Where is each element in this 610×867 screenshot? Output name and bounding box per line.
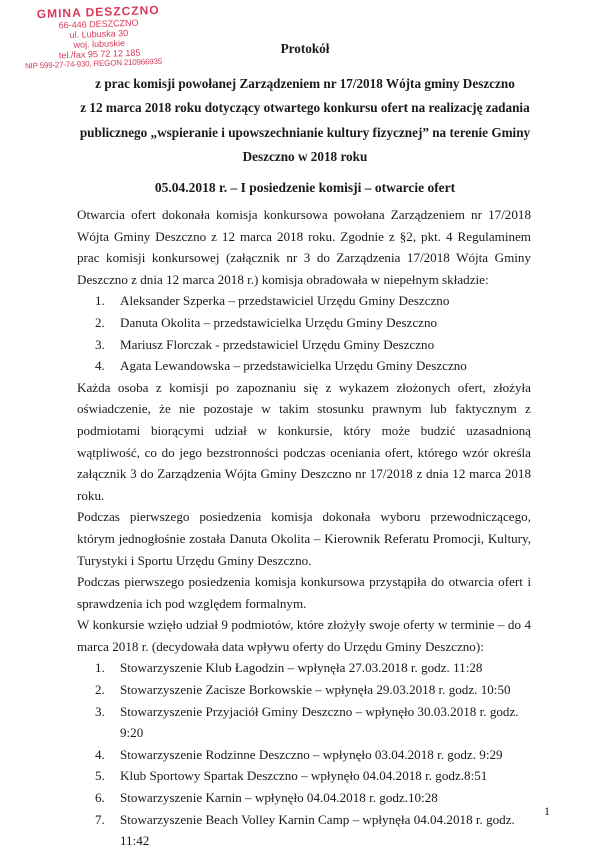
list-number: 6. (95, 790, 105, 806)
list-text: Agata Lewandowska – przedstawicielka Urzędu Gminy Deszczno (120, 358, 467, 374)
list-number: 3. (95, 703, 105, 719)
list-item (77, 290, 531, 312)
list-item (77, 312, 531, 334)
list-text: Mariusz Florczak - przedstawiciel Urzędu Gminy Deszczno (120, 336, 435, 352)
list-text: Stowarzyszenie Zacisze Borkowskie – wpłynęła 29.03.2018 r. godz. 10:50 (120, 682, 511, 698)
list-item (77, 809, 531, 852)
document-title: Protokół (280, 41, 330, 56)
paragraph-chair: Podczas pierwszego posiedzenia komisja dokonała wyboru przewodniczącego, którym jednogłośnie została Danuta Okolita – Kierownik Referatu Promocji, Kultury, Turystyki i Sportu Urzędu Gminy Deszczno. (77, 509, 531, 568)
list-item (77, 765, 531, 787)
list-number: 4. (95, 746, 105, 762)
header-line: z 12 marca 2018 roku dotyczący otwartego konkursu ofert na realizację zadania (80, 100, 530, 116)
members-list (77, 290, 531, 376)
document-header (0, 42, 610, 170)
list-text: Aleksander Szperka – przedstawiciel Urzędu Gminy Deszczno (120, 293, 450, 309)
list-number: 4. (95, 358, 105, 374)
paragraph-committee: Otwarcia ofert dokonała komisja konkursowa powołana Zarządzeniem nr 17/2018 Wójta Gminy Deszczno z 12 marca 2018 roku. Zgodnie z §2, pkt. 4 Regulaminem prac komisji konkursowej (załącznik nr 3 do Zarządzenia 17/2018 Wójta Gminy Deszczno z dnia 12 marca 2018 r.) komisja obradowała w niepełnym składzie: (77, 207, 531, 287)
list-item (77, 355, 531, 377)
offers-list (77, 657, 531, 851)
stamp-line-6: NIP 599-27-74-930, REGON 210966935 (24, 56, 163, 71)
stamp-line-4: woj. lubuskie (73, 38, 126, 50)
page-number: 1 (544, 804, 550, 818)
list-item (77, 657, 531, 679)
document-body (77, 204, 531, 852)
list-number: 2. (95, 682, 105, 698)
list-text: Stowarzyszenie Przyjaciół Gminy Deszczno – wpłynęło 30.03.2018 r. godz. 9:20 (120, 703, 519, 741)
paragraph-opening: Podczas pierwszego posiedzenia komisja konkursowa przystąpiła do otwarcia ofert i sprawdzenia ich pod względem formalnym. (77, 574, 531, 611)
header-line: Deszczno w 2018 roku (242, 149, 368, 165)
list-number: 7. (95, 811, 105, 827)
list-item (77, 334, 531, 356)
list-item (77, 787, 531, 809)
paragraph-declaration: Każda osoba z komisji po zapoznaniu się z wykazem złożonych ofert, złożyła oświadczenie, że nie pozostaje w takim stosunku prawnym lub faktycznym z podmiotami biorącymi udział w konkursie, który może budzić uzasadnioną wątpliwość, co do jego bezstronności podczas oceniania ofert, którego wzór określa załącznik 3 do Zarządzenia Wójta Gminy Deszczno nr 17/2018 z dnia 12 marca 2018 roku. (77, 379, 531, 503)
header-line: z prac komisji powołanej Zarządzeniem nr 17/2018 Wójta gminy Deszczno (95, 76, 515, 91)
stamp-line-3: ul. Lubuska 30 (69, 27, 129, 41)
list-item (77, 679, 531, 701)
list-text: Stowarzyszenie Rodzinne Deszczno – wpłynęło 03.04.2018 r. godz. 9:29 (120, 746, 503, 762)
list-text: Danuta Okolita – przedstawicielka Urzędu Gminy Deszczno (120, 314, 438, 330)
list-text: Klub Sportowy Spartak Deszczno – wpłynęło 04.04.2018 r. godz.8:51 (120, 768, 488, 784)
list-text: Stowarzyszenie Karnin – wpłynęło 04.04.2018 r. godz.10:28 (120, 790, 438, 806)
list-item (77, 701, 531, 744)
list-number: 3. (95, 336, 105, 352)
list-text: Stowarzyszenie Klub Łagodzin – wpłynęła 27.03.2018 r. godz. 11:28 (120, 660, 483, 676)
section-title: 05.04.2018 r. – I posiedzenie komisji – otwarcie ofert (154, 180, 456, 195)
list-item (77, 744, 531, 766)
list-number: 5. (95, 768, 105, 784)
list-text: Stowarzyszenie Beach Volley Karnin Camp – wpłynęła 04.04.2018 r. godz. 11:42 (120, 811, 515, 849)
stamp-line-1: GMINA DESZCZNO (36, 2, 160, 22)
header-line: publicznego „wspieranie i upowszechnianie kultury fizycznej” na terenie Gminy (79, 124, 531, 140)
list-number: 1. (95, 660, 105, 676)
list-number: 1. (95, 293, 105, 309)
paragraph-participants: W konkursie wzięło udział 9 podmiotów, które złożyły swoje oferty w terminie – do 4 marca 2018 r. (decydowała data wpływu oferty do Urzędu Gminy Deszczno): (77, 617, 531, 654)
list-number: 2. (95, 314, 105, 330)
stamp-line-2: 66-446 DESZCZNO (58, 17, 139, 31)
stamp-line-5: tel./fax 95 72 12 185 (58, 47, 141, 61)
